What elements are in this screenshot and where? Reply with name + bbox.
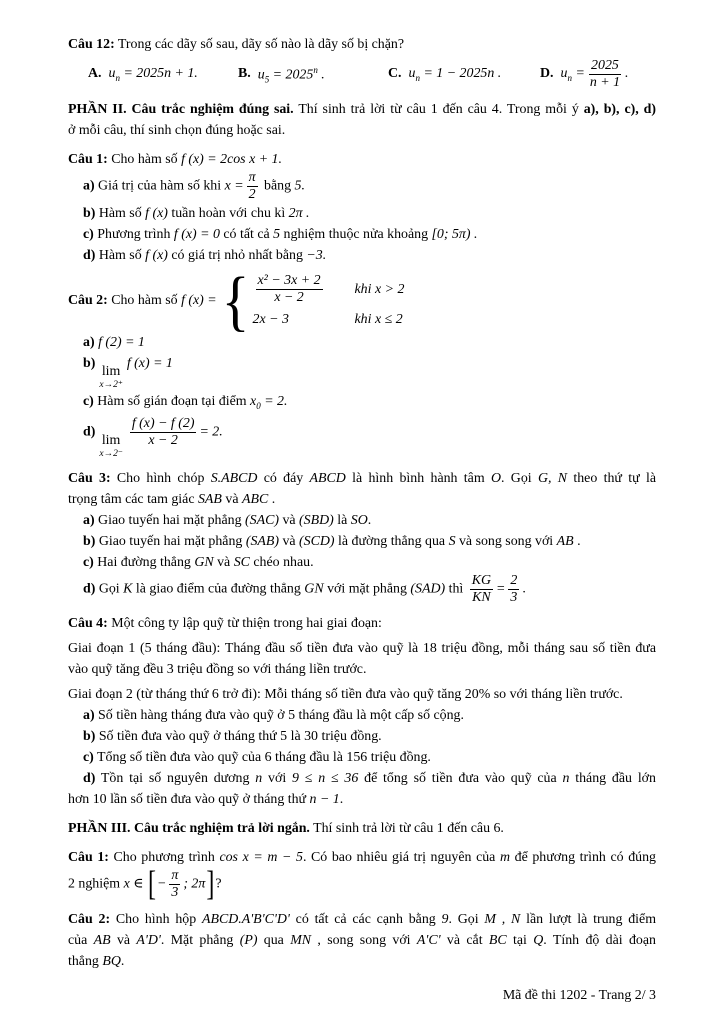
math: Q	[533, 933, 544, 949]
fraction	[508, 573, 519, 606]
p2q1-item-d	[68, 245, 656, 266]
math	[109, 66, 198, 83]
math: [0; 5π) .	[431, 226, 478, 242]
text: và cắt	[440, 933, 489, 949]
math: .	[317, 67, 325, 83]
text: Giao tuyến hai mặt phẳng	[94, 512, 246, 528]
text: với mặt phẳng	[323, 581, 411, 597]
fraction	[256, 273, 323, 306]
fraction-numerator: f (x) − f (2)	[131, 416, 195, 432]
p2q1-item-c	[68, 224, 656, 245]
bracket-right: ]	[206, 866, 215, 904]
math	[258, 65, 325, 84]
p2q2-item-c	[68, 391, 656, 417]
item-label: d)	[83, 424, 96, 440]
fraction-denominator: 3	[171, 885, 179, 901]
text: và	[278, 533, 300, 549]
text: Số tiền đưa vào quỹ ở tháng thứ 5 là 30 triệu đồng.	[95, 729, 382, 745]
item-label: c)	[83, 750, 94, 766]
text: , song song với	[311, 933, 417, 949]
text: Giai đoạn 1 (5 tháng đầu): Tháng đầu số tiền đưa vào quỹ là 18 triệu đồng, mỗi tháng sau số tiền đưa	[68, 641, 656, 657]
item-label: d)	[83, 581, 96, 597]
text: Giao tuyến hai mặt phẳng	[95, 533, 246, 549]
math: =	[496, 581, 506, 597]
p2q3-item-a	[68, 510, 656, 531]
math: = 1 − 2025n .	[419, 66, 502, 82]
fraction-numerator: π	[171, 868, 179, 884]
fraction-denominator: x − 2	[148, 433, 178, 449]
text: . Có bao nhiêu giá trị nguyên của	[302, 850, 500, 866]
math	[561, 66, 585, 83]
math: (P)	[239, 933, 258, 949]
fraction-denominator: KN	[472, 589, 491, 605]
math: ABCD	[309, 470, 346, 486]
text: là giao điểm của đường thẳng	[132, 581, 305, 597]
math: n − 1	[309, 792, 340, 808]
text: ở mỗi câu, thí sinh chọn đúng hoặc sai.	[68, 122, 286, 138]
fraction	[588, 58, 622, 91]
bracket-left: [	[147, 866, 156, 904]
p2q2-item-d	[68, 416, 656, 459]
text: và	[278, 512, 300, 528]
p2q3-heading-line2	[68, 489, 656, 510]
p2q3-item-d	[68, 573, 656, 606]
case-condition: khi x > 2	[354, 281, 405, 297]
p2q3-item-b	[68, 531, 656, 552]
fraction-numerator: KG	[471, 572, 492, 588]
text: Thí sinh trả lời từ câu 1 đến câu 6.	[309, 821, 504, 837]
math: f (2) = 1	[98, 334, 145, 350]
text: theo thứ tự là	[567, 470, 656, 486]
text: .	[573, 533, 581, 549]
text: . Mặt phẳng	[160, 933, 240, 949]
text: .	[339, 792, 344, 808]
case-condition: khi x ≤ 2	[354, 312, 403, 328]
text: Cho phương trình	[108, 850, 220, 866]
text: Trong các dãy số sau, dãy số nào là dãy số bị chặn?	[114, 37, 405, 52]
text: Một công ty lập quỹ từ thiện trong hai giai đoạn:	[107, 616, 382, 632]
text: .	[120, 954, 125, 970]
option-label: A.	[88, 66, 102, 82]
text: Giai đoạn 2 (từ tháng thứ 6 trở đi): Mỗi tháng số tiền đưa vào quỹ tăng 20% so với tháng liền trước.	[68, 687, 623, 703]
text: Phương trình	[93, 226, 174, 242]
option-a	[88, 66, 238, 83]
part3-heading	[68, 818, 656, 839]
text: 2 nghiệm	[68, 877, 124, 893]
heading-text	[68, 293, 217, 309]
p2q1-item-a	[68, 170, 656, 203]
text: với	[262, 771, 292, 787]
text: thì	[445, 581, 467, 597]
math: = 2.	[260, 393, 288, 409]
item-label: b)	[83, 729, 96, 745]
p2q2-heading	[68, 262, 656, 338]
p3q1-line2	[68, 866, 656, 904]
fraction-numerator: 2	[510, 572, 518, 588]
text: là	[333, 512, 351, 528]
p2q4-paragraph2	[68, 684, 656, 705]
text: vào quỹ tăng đều 3 triệu đồng so với tháng liền trước.	[68, 662, 367, 678]
limit	[99, 365, 122, 391]
item-label: b)	[83, 205, 96, 221]
text: Gọi	[95, 581, 124, 597]
p2q1-item-b	[68, 203, 656, 224]
math-superscript: n	[313, 64, 318, 75]
p2q4-item-d-line1	[68, 768, 656, 789]
page-footer	[503, 988, 656, 1004]
cases-rows	[253, 273, 405, 328]
text: và	[213, 554, 234, 570]
math: = 2025	[269, 67, 314, 83]
math: S.ABCD	[210, 470, 258, 486]
part2-heading-line2	[68, 120, 656, 141]
math: 5.	[294, 178, 305, 194]
question-label: Câu 1:	[68, 151, 108, 167]
limit-subscript: x→2⁻	[99, 448, 123, 459]
p2q4-item-b	[68, 726, 656, 747]
math: f (x)	[145, 247, 168, 263]
p2q2-item-a	[68, 332, 656, 353]
math: S	[448, 533, 456, 549]
math: ABCD.A'B'C'D'	[201, 912, 290, 928]
math: = 2025n + 1.	[119, 66, 198, 82]
p2q4-item-c	[68, 747, 656, 768]
math: 9	[441, 912, 449, 928]
math: ; 2π	[183, 877, 206, 893]
text: thẳng	[68, 954, 103, 970]
p2q4-paragraph1-line2	[68, 659, 656, 680]
text: hơn 10 lần số tiền đưa vào quỹ ở tháng thứ	[68, 792, 310, 808]
math: x ∈	[123, 877, 147, 893]
math: f (x) = 0	[173, 226, 220, 242]
math: n	[255, 771, 263, 787]
math: AB	[556, 533, 574, 549]
math: K	[123, 581, 133, 597]
text: là hình bình hành tâm	[345, 470, 491, 486]
math: O	[490, 470, 502, 486]
math-subscript: n	[115, 72, 120, 83]
math: 2x − 3	[252, 312, 289, 328]
text: . Tính độ dài đoạn	[543, 933, 656, 949]
text: và song song với	[455, 533, 557, 549]
math: SO	[350, 512, 368, 528]
p2q4-item-a	[68, 705, 656, 726]
math: SC	[233, 554, 250, 570]
math-subscript: n	[567, 72, 572, 83]
text: tuần hoàn với chu kì	[167, 205, 289, 221]
limit-word: lim	[101, 432, 121, 448]
fraction-numerator: 2025	[591, 58, 619, 73]
text: và	[110, 933, 137, 949]
text: nghiệm thuộc nửa khoảng	[280, 226, 432, 242]
text: có tất cả các cạnh bằng	[289, 912, 442, 928]
text: .	[367, 512, 372, 528]
text: có giá trị nhỏ nhất bằng	[167, 247, 307, 263]
case-expression	[253, 273, 355, 306]
math: (SAC)	[245, 512, 279, 528]
item-label: d)	[83, 247, 96, 263]
text: Cho hình hộp	[110, 912, 202, 928]
math: BQ	[102, 954, 121, 970]
text: Số tiền hàng tháng đưa vào quỹ ở 5 tháng đầu là một cấp số cộng.	[94, 708, 464, 724]
math: f (x) = 2cos x + 1.	[181, 151, 282, 167]
cases-brace: {	[221, 262, 250, 338]
text: có đáy	[257, 470, 310, 486]
math: (SAD)	[410, 581, 446, 597]
text: Thí sinh trả lời từ câu 1 đến câu 4. Trong mỗi ý	[293, 101, 584, 117]
math: (SCD)	[299, 533, 335, 549]
text: . Gọi	[448, 912, 485, 928]
math: f (x)	[145, 205, 168, 221]
q12-heading	[68, 34, 656, 55]
text: .	[522, 581, 526, 597]
p2q3-heading	[68, 468, 656, 489]
p2q4-item-d-line2	[68, 789, 656, 810]
text: tại	[506, 933, 534, 949]
math: (SBD)	[299, 512, 334, 528]
p3q2-line3	[68, 951, 656, 972]
text: để phương trình có đúng	[510, 850, 656, 866]
math: cos x = m − 5	[219, 850, 303, 866]
text: của	[68, 933, 94, 949]
text-bold: a), b), c), d)	[583, 101, 656, 117]
text: Cho hàm số	[107, 151, 182, 167]
math: =	[571, 66, 585, 82]
math: (SAB)	[245, 533, 279, 549]
math: GN	[304, 581, 324, 597]
text: Tổng số tiền đưa vào quỹ của 6 tháng đầu là 156 triệu đồng.	[93, 750, 431, 766]
math: u	[408, 66, 416, 82]
question-label: Câu 2:	[68, 292, 108, 308]
math: A'C'	[416, 933, 441, 949]
option-d	[540, 58, 629, 91]
math: 2π .	[288, 205, 310, 221]
text: bằng	[260, 178, 295, 194]
math	[409, 66, 502, 83]
limit	[99, 434, 122, 460]
part2-heading	[68, 99, 656, 120]
footer-text: Mã đề thi 1202 - Trang 2/ 3	[502, 988, 656, 1003]
math-subscript: 0	[256, 400, 261, 411]
text: qua	[257, 933, 291, 949]
q12-options	[88, 58, 656, 91]
math: ABC	[241, 491, 269, 507]
fraction-denominator: 3	[510, 589, 518, 605]
math-subscript: n	[415, 72, 420, 83]
math: x	[250, 393, 257, 409]
text: Hàm số	[95, 247, 146, 263]
math: f (x) =	[181, 292, 217, 308]
math: n	[562, 771, 570, 787]
fraction	[247, 170, 258, 203]
math: GN	[194, 554, 214, 570]
item-label: d)	[83, 771, 96, 787]
math: SAB	[197, 491, 222, 507]
text: Tồn tại số nguyên dương	[95, 771, 256, 787]
question-label: Câu 1:	[68, 850, 109, 866]
text: Giá trị của hàm số khi	[94, 178, 225, 194]
math: u	[108, 66, 116, 82]
option-c	[388, 66, 540, 83]
part-title: PHẦN II. Câu trắc nghiệm đúng sai.	[68, 101, 294, 117]
case-row	[253, 312, 405, 328]
math: BC	[488, 933, 507, 949]
option-label: D.	[540, 66, 554, 82]
text: là đường thẳng qua	[334, 533, 449, 549]
text: Hàm số	[95, 205, 146, 221]
item-label: a)	[83, 512, 95, 528]
text: chéo nhau.	[249, 554, 314, 570]
item-label: c)	[83, 226, 94, 242]
item-label: a)	[83, 334, 95, 350]
p3q1-heading	[68, 847, 656, 868]
fraction-numerator: π	[248, 169, 256, 185]
fraction-denominator: 2	[248, 186, 256, 202]
math: 9 ≤ n ≤ 36	[292, 771, 359, 787]
text: Hàm số gián đoạn tại điểm	[93, 393, 251, 409]
text: Cho hàm số	[107, 292, 182, 308]
piecewise-cases	[221, 262, 405, 338]
math: u	[257, 67, 265, 83]
math: x =	[224, 178, 244, 194]
math: 5	[273, 226, 281, 242]
p3q2-heading	[68, 909, 656, 930]
math	[250, 394, 287, 409]
p2q1-heading	[68, 149, 656, 170]
question-label: Câu 4:	[68, 616, 108, 632]
math: AB	[93, 933, 111, 949]
text: . Gọi	[501, 470, 538, 486]
item-label: a)	[83, 178, 95, 194]
math: −	[156, 877, 167, 893]
text: Cho hình chóp	[110, 470, 211, 486]
math: M , N	[484, 912, 521, 928]
p2q2-item-b	[68, 353, 656, 391]
p2q3-item-c	[68, 552, 656, 573]
text: trọng tâm các tam giác	[68, 491, 198, 507]
option-label: C.	[388, 66, 402, 82]
math: −3.	[306, 247, 327, 263]
math: .	[625, 66, 629, 82]
item-label: c)	[83, 393, 94, 409]
text: có tất cả	[219, 226, 274, 242]
case-expression	[253, 312, 355, 328]
fraction	[470, 573, 493, 606]
item-label: b)	[83, 533, 96, 549]
fraction-denominator: x − 2	[274, 290, 304, 306]
math: f (x) = 1	[126, 355, 173, 371]
part-title: PHẦN III. Câu trắc nghiệm trả lời ngắn.	[68, 821, 310, 837]
math: m	[499, 850, 511, 866]
fraction-numerator: x² − 3x + 2	[257, 273, 321, 289]
item-label: c)	[83, 554, 94, 570]
limit-word: lim	[101, 363, 121, 379]
p2q4-paragraph1-line1	[68, 638, 656, 659]
text: để tổng số tiền đưa vào quỹ của	[358, 771, 563, 787]
text: ?	[215, 877, 222, 893]
fraction	[130, 416, 197, 449]
text: Hai đường thẳng	[93, 554, 195, 570]
item-label: a)	[83, 708, 95, 724]
option-label: B.	[238, 66, 251, 82]
fraction	[169, 868, 180, 901]
text: và	[221, 491, 242, 507]
math: = 2.	[199, 424, 223, 440]
math: u	[560, 66, 568, 82]
item-label: b)	[83, 355, 96, 371]
p3q2-line2	[68, 930, 656, 951]
text: lần lượt là trung điểm	[520, 912, 656, 928]
question-label: Câu 3:	[68, 470, 111, 486]
math: A'D'	[136, 933, 161, 949]
math-subscript: 5	[264, 74, 270, 85]
p2q4-heading	[68, 613, 656, 634]
fraction-denominator: n + 1	[589, 74, 621, 90]
question-label: Câu 2:	[68, 912, 111, 928]
text: .	[268, 491, 276, 507]
text: tháng đầu lớn	[569, 771, 656, 787]
limit-subscript: x→2⁺	[99, 379, 123, 390]
math: MN	[290, 933, 312, 949]
question-label: Câu 12:	[68, 37, 115, 52]
case-row	[253, 273, 405, 306]
option-b	[238, 65, 388, 84]
math: G, N	[537, 470, 568, 486]
